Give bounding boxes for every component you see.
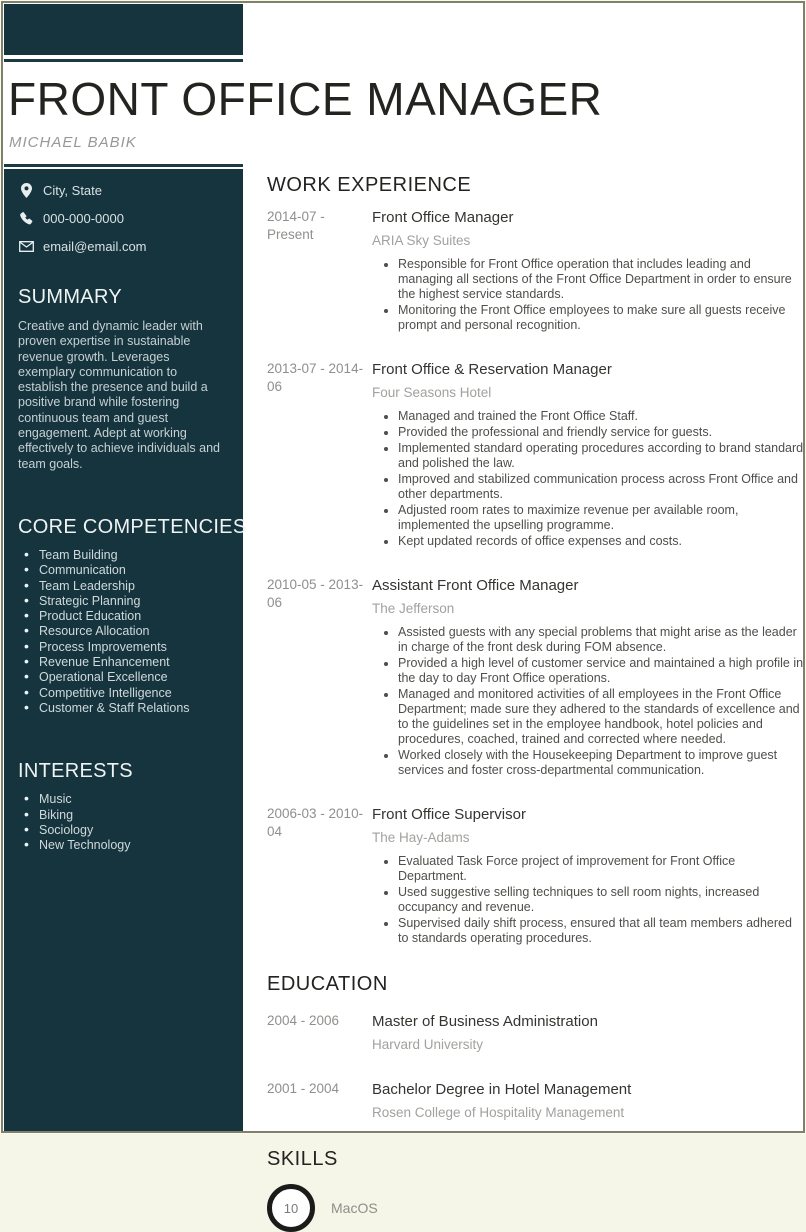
job-title: Assistant Front Office Manager xyxy=(372,577,579,594)
interests-heading: INTERESTS xyxy=(18,760,133,783)
job-body xyxy=(372,805,805,947)
summary-heading: SUMMARY xyxy=(18,286,122,308)
degree-title: Master of Business Administration xyxy=(372,1013,598,1030)
job-company: Four Seasons Hotel xyxy=(372,385,492,400)
job-dates: 2013-07 - 2014-06 xyxy=(267,361,364,394)
interest-item: • Sociology xyxy=(18,823,229,838)
job-body xyxy=(372,576,805,779)
education-entry xyxy=(267,1080,805,1122)
job-bullet: • Provided a high level of customer service and maintained a high profile in the day to day Front Office operations. xyxy=(398,656,805,686)
job-bullet: • Used suggestive selling techniques to sell room nights, increased occupancy and revenue. xyxy=(398,885,805,915)
skills-heading: SKILLS xyxy=(267,1148,338,1170)
competency-item: • Strategic Planning xyxy=(18,594,229,609)
page-title: FRONT OFFICE MANAGER xyxy=(8,73,603,125)
competency-item: • Resource Allocation xyxy=(18,624,229,639)
education-entry xyxy=(267,1012,805,1054)
job-entry xyxy=(267,208,805,334)
core-competencies-heading: CORE COMPETENCIES xyxy=(18,515,247,538)
job-title: Front Office Supervisor xyxy=(372,806,526,823)
contact-item-email xyxy=(18,239,229,254)
job-body xyxy=(372,360,805,550)
job-bullet: • Responsible for Front Office operation that includes leading and managing all sections of the Front Office Department in order to ensure the highest service standards. xyxy=(398,257,805,302)
competency-item: • Team Building xyxy=(18,548,229,563)
job-company: ARIA Sky Suites xyxy=(372,233,471,248)
job-dates: 2010-05 - 2013-06 xyxy=(267,577,364,610)
competency-item: • Communication xyxy=(18,563,229,578)
job-title: Front Office Manager xyxy=(372,209,514,226)
job-entry xyxy=(267,576,805,779)
skill-list xyxy=(267,1184,805,1232)
skill-score: 10 xyxy=(283,1200,299,1216)
job-list xyxy=(267,208,805,947)
competency-item: • Process Improvements xyxy=(18,640,229,655)
contact-item-phone xyxy=(18,211,229,226)
job-bullet-list xyxy=(372,257,805,333)
job-title: Front Office & Reservation Manager xyxy=(372,361,612,378)
competency-item: • Operational Excellence xyxy=(18,670,229,685)
job-bullet-list xyxy=(372,409,805,549)
competency-item: • Team Leadership xyxy=(18,579,229,594)
job-bullet: • Monitoring the Front Office employees to make sure all guests receive prompt and personal recognition. xyxy=(398,303,805,333)
job-body xyxy=(372,208,805,334)
skill-entry xyxy=(267,1184,805,1232)
degree-title: Bachelor Degree in Hotel Management xyxy=(372,1081,632,1098)
job-bullet: • Assisted guests with any special problems that might arise as the leader in charge of the front desk during FOM absence. xyxy=(398,625,805,655)
education-dates: 2001 - 2004 xyxy=(267,1081,340,1096)
competency-list xyxy=(18,548,229,716)
contact-email-text: email@email.com xyxy=(43,239,147,254)
education-body xyxy=(372,1012,805,1054)
skill-score-ring xyxy=(267,1184,315,1232)
job-entry xyxy=(267,360,805,550)
competency-item: • Competitive Intelligence xyxy=(18,686,229,701)
job-bullet: • Kept updated records of office expenses and costs. xyxy=(398,534,805,549)
job-bullet: • Provided the professional and friendly service for guests. xyxy=(398,425,805,440)
interest-item: • Biking xyxy=(18,808,229,823)
contact-phone-text: 000-000-0000 xyxy=(43,211,124,226)
competency-item: • Revenue Enhancement xyxy=(18,655,229,670)
school-name: Harvard University xyxy=(372,1037,484,1052)
education-body xyxy=(372,1080,805,1122)
sidebar-top-divider-line xyxy=(4,164,243,167)
job-company: The Jefferson xyxy=(372,601,455,616)
work-experience-heading: WORK EXPERIENCE xyxy=(267,174,472,196)
job-bullet: • Managed and trained the Front Office Staff. xyxy=(398,409,805,424)
location-pin-icon xyxy=(18,183,34,198)
header-teal-block xyxy=(4,4,243,55)
job-bullet: • Worked closely with the Housekeeping Department to improve guest services and foster cross-departmental communication. xyxy=(398,748,805,778)
candidate-name: MICHAEL BABIK xyxy=(9,134,137,151)
job-bullet: • Managed and monitored activities of all employees in the Front Office Department; made sure they adhered to the standards of excellence and to the guidelines set in the employee handbook, hotel policies and procedures, coached, trained and corrected where needed. xyxy=(398,687,805,747)
job-bullet: • Implemented standard operating procedures according to brand standard and polished the law. xyxy=(398,441,805,471)
contact-location-text: City, State xyxy=(43,183,103,198)
job-bullet-list xyxy=(372,625,805,778)
job-bullet: • Evaluated Task Force project of improvement for Front Office Department. xyxy=(398,854,805,884)
job-dates: 2014-07 - Present xyxy=(267,209,325,242)
school-name: Rosen College of Hospitality Management xyxy=(372,1105,625,1120)
interest-item: • New Technology xyxy=(18,838,229,853)
job-bullet: • Adjusted room rates to maximize revenue per available room, implemented the upselling programme. xyxy=(398,503,805,533)
job-bullet: • Supervised daily shift process, ensured that all team members adhered to standards operating procedures. xyxy=(398,916,805,946)
summary-text: Creative and dynamic leader with proven expertise in sustainable revenue growth. Leverages exemplary communication to establish the presence and build a positive brand while fostering continuous team and guest engagement. Adept at working effectively to achieve individuals and team goals. xyxy=(18,319,220,471)
education-dates: 2004 - 2006 xyxy=(267,1013,340,1028)
contact-item-location xyxy=(18,183,229,198)
job-bullet-list xyxy=(372,854,805,946)
skill-label: MacOS xyxy=(331,1200,378,1216)
education-list xyxy=(267,1012,805,1122)
sidebar xyxy=(4,169,247,1131)
job-entry xyxy=(267,805,805,947)
interest-item: • Music xyxy=(18,792,229,807)
interest-list xyxy=(18,792,229,853)
header-divider-line xyxy=(4,59,243,62)
phone-icon xyxy=(18,212,34,225)
envelope-icon xyxy=(18,241,34,252)
education-heading: EDUCATION xyxy=(267,973,388,995)
main-column xyxy=(267,170,805,1232)
competency-item: • Product Education xyxy=(18,609,229,624)
resume-page xyxy=(1,1,805,1216)
job-bullet: • Improved and stabilized communication process across Front Office and other departments. xyxy=(398,472,805,502)
competency-item: • Customer & Staff Relations xyxy=(18,701,229,716)
job-dates: 2006-03 - 2010-04 xyxy=(267,806,364,839)
job-company: The Hay-Adams xyxy=(372,830,470,845)
